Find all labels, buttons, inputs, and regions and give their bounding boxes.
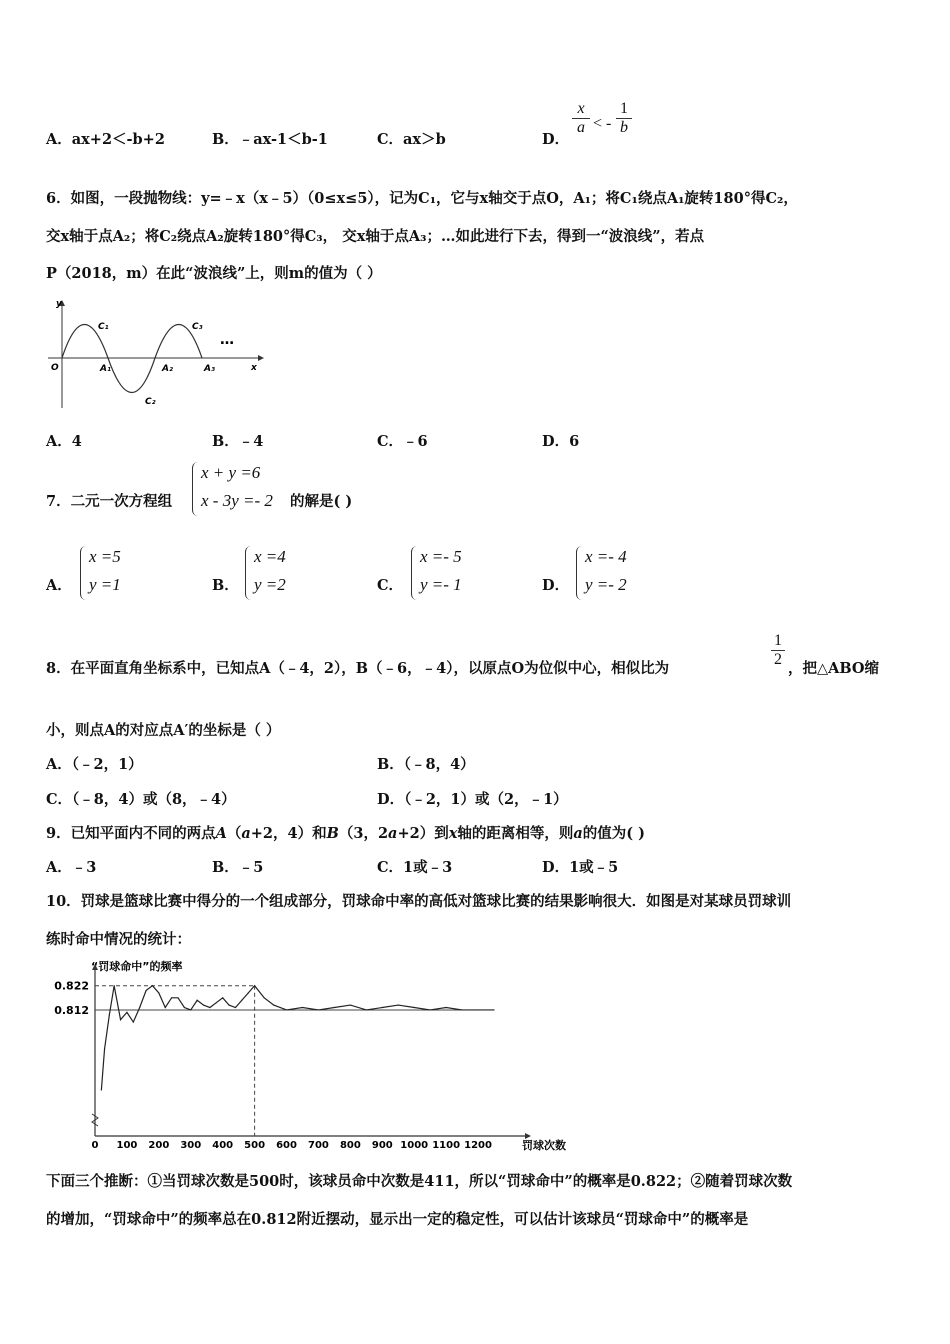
q8-option-b: B．（﹣8，4）	[377, 756, 475, 773]
q7-a-line-2: y =1	[89, 575, 121, 594]
q10-line-2: 练时命中情况的统计：	[46, 931, 191, 948]
q5-option-c: C．ax＞b	[377, 131, 446, 148]
q5-frac2-num: 1	[620, 100, 628, 117]
q8-ratio-fraction	[771, 632, 785, 669]
chart-dynamic	[54, 959, 566, 1152]
y-tick-label: 0.822	[54, 979, 89, 993]
data-point	[203, 1004, 204, 1005]
q7-system	[192, 462, 292, 518]
data-point	[334, 1007, 335, 1008]
data-point	[318, 1009, 319, 1010]
data-point	[254, 985, 255, 986]
q8-line-1b: ，把△ABO缩	[788, 660, 880, 677]
data-point	[120, 1019, 121, 1020]
q5-frac2-den: b	[616, 118, 632, 137]
q9-var-x: x	[448, 825, 458, 842]
data-point	[152, 985, 153, 986]
q6-option-d: D．6	[542, 433, 580, 450]
q6-option-a: A．4	[46, 433, 82, 450]
data-point	[216, 1002, 217, 1003]
data-point	[165, 1007, 166, 1008]
q6-dots: …	[220, 332, 234, 348]
q10-frequency-chart	[40, 956, 600, 1156]
data-point	[101, 1089, 102, 1090]
q8-option-c: C．（﹣8，4）或（8，﹣4）	[46, 791, 236, 808]
q9-text-g: 的值为( )	[582, 825, 646, 842]
x-tick-label: 700	[308, 1140, 329, 1151]
data-point	[366, 1009, 367, 1010]
q9-var-a3: a	[573, 825, 583, 842]
q10-line-1: 10．罚球是篮球比赛中得分的一个组成部分，罚球命中率的高低对篮球比赛的结果影响很大．如图是对某球员罚球训	[46, 893, 792, 910]
q7-c-line-2: y =- 1	[420, 575, 462, 594]
q7-option-d-label: D．	[542, 577, 570, 594]
q9-text-f: 轴的距离相等，则	[457, 825, 574, 842]
q6-c2-label: C₂	[145, 397, 156, 407]
x-tick-label: 1000	[400, 1140, 429, 1151]
q6-origin-label: O	[51, 363, 59, 373]
q7-d-line-1: x =- 4	[585, 547, 627, 566]
q5-option-d-frac1	[572, 100, 590, 137]
q5-option-a: A．ax+2＜-b+2	[46, 131, 165, 148]
data-point	[145, 990, 146, 991]
q6-wave-figure	[40, 296, 270, 411]
q7-suffix: 的解是( )	[290, 493, 353, 510]
q7-option-c-label: C．	[377, 577, 404, 594]
q7-d-line-2: y =- 2	[585, 575, 627, 594]
data-point	[228, 1004, 229, 1005]
data-point	[264, 997, 265, 998]
q9-var-a2: a	[388, 825, 398, 842]
data-point	[414, 1007, 415, 1008]
q6-a3-label: A₃	[204, 364, 215, 374]
q7-c-line-1: x =- 5	[420, 547, 462, 566]
q9-option-b: B．﹣5	[212, 859, 264, 876]
data-point	[382, 1007, 383, 1008]
q6-line-3: P（2018，m）在此“波浪线”上，则m的值为（ ）	[46, 265, 382, 282]
q6-option-b: B．﹣4	[212, 433, 264, 450]
x-tick-label: 400	[212, 1140, 234, 1151]
x-axis-title: 罚球次数	[522, 1139, 566, 1152]
y-tick-label: 0.812	[54, 1003, 89, 1017]
q9-point-a: A	[215, 825, 227, 842]
q7-option-d-system	[576, 546, 656, 602]
data-point	[235, 1007, 236, 1008]
q7-option-a-label: A．	[46, 577, 72, 594]
data-point	[104, 1048, 105, 1049]
data-point	[273, 1004, 274, 1005]
q6-c3-label: C₃	[192, 322, 203, 332]
q9-text-a: 9．已知平面内不同的两点	[46, 825, 216, 842]
q7-eq-1: x + y =6	[201, 463, 261, 482]
q7-option-b-system	[245, 546, 315, 602]
q7-eq-2: x - 3y =- 2	[201, 491, 273, 510]
q9-var-a1: a	[241, 825, 251, 842]
y-axis-title: “罚球命中”的频率	[91, 960, 183, 973]
q10-after-line-1: 下面三个推断：①当罚球次数是500时，该球员命中次数是411，所以“罚球命中”的概率是0.822；②随着罚球次数	[46, 1173, 793, 1190]
x-tick-label: 0	[91, 1140, 99, 1151]
x-tick-label: 600	[276, 1140, 297, 1151]
q7-b-line-1: x =4	[254, 547, 286, 566]
q8-option-a: A．（﹣2，1）	[46, 756, 143, 773]
q9-text-c: +2，4）和	[250, 825, 327, 842]
q5-option-d-mid: < -	[593, 115, 612, 132]
data-point	[184, 1007, 185, 1008]
data-point	[209, 1007, 210, 1008]
q7-option-c-system	[411, 546, 491, 602]
q6-option-c: C．﹣6	[377, 433, 428, 450]
q6-a2-label: A₂	[162, 364, 173, 374]
q8-line-1a: 8．在平面直角坐标系中，已知点A（﹣4，2），B（﹣6，﹣4），以原点O为位似中心，相似比为	[46, 660, 670, 677]
q5-frac1-num: x	[577, 100, 585, 117]
q6-c1-label: C₁	[98, 322, 109, 332]
data-point	[248, 992, 249, 993]
data-point	[286, 1009, 287, 1010]
data-point	[177, 997, 178, 998]
q6-x-arrow	[258, 355, 264, 361]
data-point	[139, 1007, 140, 1008]
q7-prefix: 7．二元一次方程组	[46, 493, 173, 510]
data-point	[446, 1007, 447, 1008]
data-point	[114, 985, 115, 986]
q9-text-d: （3，2	[338, 825, 389, 842]
data-point	[302, 1007, 303, 1008]
data-point	[158, 992, 159, 993]
x-tick-label: 800	[339, 1140, 361, 1151]
data-point	[493, 1009, 494, 1010]
data-point	[126, 1012, 127, 1013]
data-point	[190, 1009, 191, 1010]
q9-option-d: D．1或﹣5	[542, 859, 619, 876]
x-tick-label: 1100	[432, 1140, 461, 1151]
q7-b-line-2: y =2	[254, 575, 286, 594]
q9-text-e: +2）到	[397, 825, 449, 842]
y-axis-break	[92, 1114, 98, 1126]
x-tick-label: 1200	[464, 1140, 492, 1151]
q8-frac-den: 2	[771, 650, 785, 669]
q10-after-line-2: 的增加，“罚球命中”的频率总在0.812附近摆动，显示出一定的稳定性，可以估计该球员“罚球命中”的概率是	[46, 1211, 749, 1228]
data-point	[222, 997, 223, 998]
q9-point-b: B	[326, 825, 339, 842]
q9-option-a: A．﹣3	[46, 859, 97, 876]
q5-option-d-label: D．	[542, 131, 570, 148]
x-tick-label: 300	[180, 1140, 202, 1151]
data-point	[171, 997, 172, 998]
q8-line-2: 小，则点A的对应点A′的坐标是（ ）	[46, 722, 281, 739]
q7-a-line-1: x =5	[89, 547, 121, 566]
data-point	[398, 1004, 399, 1005]
q9-text-b: （	[226, 825, 242, 842]
data-point	[350, 1004, 351, 1005]
data-point	[241, 1000, 242, 1001]
q9-option-c: C．1或﹣3	[377, 859, 453, 876]
data-point	[430, 1009, 431, 1010]
q8-option-d: D．（﹣2，1）或（2，﹣1）	[377, 791, 568, 808]
q6-x-label: x	[251, 363, 257, 373]
data-point	[477, 1009, 478, 1010]
q7-option-a-system	[80, 546, 150, 602]
data-point	[133, 1021, 134, 1022]
q9-stem	[46, 822, 645, 843]
q6-y-label: y	[56, 299, 62, 309]
data-point	[462, 1009, 463, 1010]
x-tick-label: 100	[116, 1140, 138, 1151]
data-point	[109, 1014, 110, 1015]
q7-option-b-label: B．	[212, 577, 239, 594]
q5-option-d-frac2	[616, 100, 632, 137]
x-tick-label: 200	[148, 1140, 170, 1151]
q5-option-b: B．﹣ax-1＜b-1	[212, 131, 328, 148]
q8-frac-num: 1	[774, 632, 782, 649]
x-tick-label: 500	[244, 1140, 266, 1151]
data-point	[197, 1000, 198, 1001]
q6-line-2: 交x轴于点A₂；将C₂绕点A₂旋转180°得C₃， 交x轴于点A₃；…如此进行下去，得到一“波浪线”，若点	[46, 228, 705, 245]
q6-a1-label: A₁	[100, 364, 111, 374]
x-tick-label: 900	[371, 1140, 393, 1151]
q6-line-1: 6．如图，一段抛物线：y=﹣x（x﹣5）（0≤x≤5），记为C₁，它与x轴交于点O，A₁；将C₁绕点A₁旋转180°得C₂，	[46, 190, 798, 207]
q5-frac1-den: a	[572, 118, 590, 137]
series-line	[101, 986, 494, 1090]
